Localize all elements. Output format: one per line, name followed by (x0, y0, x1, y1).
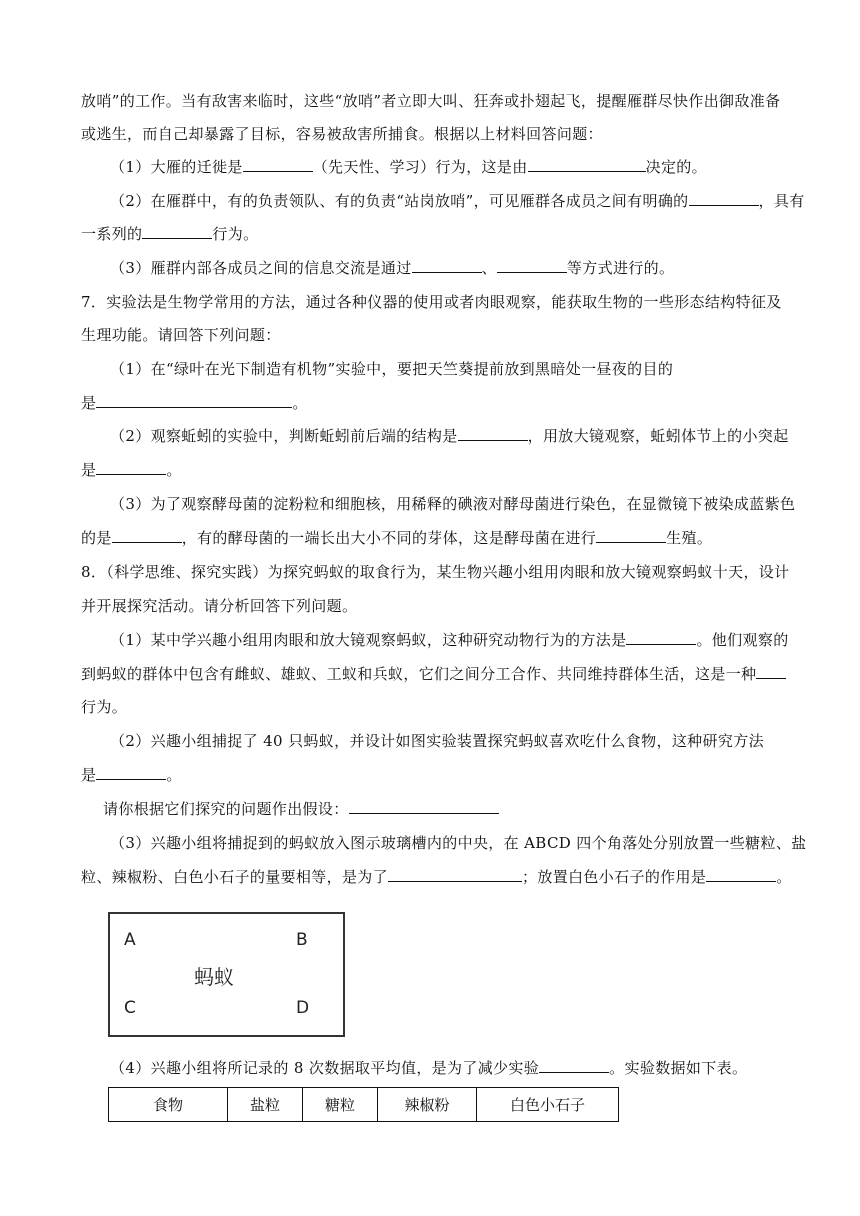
text-span: 的是 (81, 529, 112, 547)
text-span: （3）兴趣小组将捕捉到的蚂蚁放入图示玻璃槽内的中央，在 ABCD 四个角落处分别放置一些糖粒、盐 (110, 834, 807, 852)
text-span: 或逃生，而自己却暴露了目标，容易被敌害所捕食。根据以上材料回答问题： (81, 125, 603, 143)
text-span: 7．实验法是生物学常用的方法，通过各种仪器的使用或者肉眼观察，能获取生物的一些形态结构特征及 (81, 293, 782, 311)
text-span: 等方式进行的。 (566, 259, 675, 277)
table-row (109, 1088, 619, 1122)
table-header-cell: 白色小石子 (477, 1088, 619, 1122)
question-7-3 (110, 494, 795, 514)
answer-blank[interactable] (112, 528, 182, 543)
text-span: （2）观察蚯蚓的实验中，判断蚯蚓前后端的结构是 (110, 427, 458, 445)
question-8-4 (110, 1058, 747, 1078)
question-6-2-cont (81, 224, 258, 244)
text-span: 。 (166, 461, 182, 479)
question-8-1-cont (81, 697, 127, 717)
text-span: 并开展探究活动。请分析回答下列问题。 (81, 597, 358, 615)
text-span: 生殖。 (666, 529, 713, 547)
text-span: 生理功能。请回答下列问题： (81, 326, 281, 344)
text-span: ，具有 (758, 192, 805, 210)
text-span: 。他们观察的 (696, 631, 789, 649)
question-8-2-cont (81, 765, 182, 785)
answer-blank[interactable] (706, 867, 776, 882)
text-span: 、 (481, 259, 497, 277)
answer-blank[interactable] (96, 393, 292, 408)
question-8-3 (110, 833, 807, 853)
text-span: （1）某中学兴趣小组用肉眼和放大镜观察蚂蚁，这种研究动物行为的方法是 (110, 631, 627, 649)
text-span: 请你根据它们探究的问题作出假设： (103, 800, 349, 818)
text-span: 行为。 (212, 225, 259, 243)
text-span: ，用放大镜观察，蚯蚓体节上的小突起 (527, 427, 789, 445)
data-table (108, 1087, 619, 1122)
text-span: 是 (81, 394, 97, 412)
answer-blank[interactable] (96, 765, 166, 780)
text-line (81, 91, 780, 111)
question-7-2-cont (81, 460, 182, 480)
answer-blank[interactable] (626, 630, 696, 645)
text-span: 粒、辣椒粉、白色小石子的量要相等，是为了 (81, 868, 389, 886)
question-7-2 (110, 426, 789, 446)
answer-blank[interactable] (388, 867, 522, 882)
corner-d-label: D (296, 998, 310, 1018)
question-7-cont (81, 325, 281, 345)
text-span: （4）兴趣小组将所记录的 8 次数据取平均值，是为了减少实验 (110, 1059, 540, 1077)
question-8-2 (110, 731, 764, 751)
answer-blank[interactable] (497, 258, 567, 273)
text-span: （先天性、学习）行为，这是由 (312, 158, 528, 176)
text-span: 。 (292, 394, 308, 412)
text-span: 是 (81, 461, 97, 479)
text-span: （1）大雁的迁徙是 (110, 158, 243, 176)
text-span: （2）在雁群中，有的负责领队、有的负责“站岗放哨”，可见雁群各成员之间有明确的 (110, 192, 689, 210)
text-span: 。实验数据如下表。 (609, 1059, 748, 1077)
answer-blank[interactable] (539, 1058, 609, 1073)
answer-blank[interactable] (96, 460, 166, 475)
table-header-cell: 辣椒粉 (378, 1088, 477, 1122)
question-8-3-cont (81, 867, 792, 887)
table-header-cell: 盐粒 (228, 1088, 303, 1122)
text-line (81, 124, 603, 144)
text-span: （3）为了观察酵母菌的淀粉粒和细胞核，用稀释的碘液对酵母菌进行染色，在显微镜下被染成蓝紫色 (110, 495, 796, 513)
question-8-1-cont (81, 664, 786, 684)
text-span: 一系列的 (81, 225, 143, 243)
answer-blank[interactable] (412, 258, 482, 273)
text-span: （1）在“绿叶在光下制造有机物”实验中，要把天竺葵提前放到黑暗处一昼夜的目的 (110, 360, 674, 378)
answer-blank[interactable] (596, 528, 666, 543)
text-span: ；放置白色小石子的作用是 (522, 868, 707, 886)
question-6-2 (110, 191, 805, 211)
answer-blank[interactable] (528, 157, 646, 172)
corner-b-label: B (296, 930, 308, 950)
text-span: 。 (166, 766, 182, 784)
experiment-figure (108, 912, 345, 1037)
question-8-1 (110, 630, 789, 650)
question-7-1 (110, 359, 673, 379)
table-header-cell: 食物 (109, 1088, 228, 1122)
answer-blank[interactable] (756, 664, 786, 679)
answer-blank[interactable] (349, 799, 499, 814)
hypothesis-line (103, 799, 499, 819)
question-6-3 (110, 258, 674, 278)
corner-c-label: C (124, 998, 136, 1018)
table-header-cell: 糖粒 (303, 1088, 378, 1122)
question-7-3-cont (81, 528, 712, 548)
text-span: （2）兴趣小组捕捉了 40 只蚂蚁，并设计如图实验装置探究蚂蚁喜欢吃什么食物，这种研究方法 (110, 732, 764, 750)
text-span: 行为。 (81, 698, 128, 716)
question-7-1-cont (81, 393, 308, 413)
ant-label: 蚂蚁 (194, 965, 234, 989)
answer-blank[interactable] (458, 426, 528, 441)
text-span: 。 (776, 868, 792, 886)
question-8-cont (81, 596, 357, 616)
text-span: 放哨”的工作。当有敌害来临时，这些“放哨”者立即大叫、狂奔或扑翅起飞，提醒雁群尽快作出御敌准备 (81, 92, 781, 110)
text-span: 8．（科学思维、探究实践）为探究蚂蚁的取食行为，某生物兴趣小组用肉眼和放大镜观察蚂蚁十天，设计 (81, 563, 790, 581)
text-span: 到蚂蚁的群体中包含有雌蚁、雄蚁、工蚁和兵蚁，它们之间分工合作、共同维持群体生活，这是一种 (81, 665, 757, 683)
corner-a-label: A (124, 930, 136, 950)
question-6-1 (110, 157, 707, 177)
question-7 (81, 292, 782, 312)
answer-blank[interactable] (689, 191, 759, 206)
text-span: 决定的。 (645, 158, 708, 176)
text-span: ，有的酵母菌的一端长出大小不同的芽体，这是酵母菌在进行 (181, 529, 597, 547)
answer-blank[interactable] (142, 224, 212, 239)
question-8 (81, 562, 790, 582)
answer-blank[interactable] (243, 157, 313, 172)
text-span: （3）雁群内部各成员之间的信息交流是通过 (110, 259, 412, 277)
text-span: 是 (81, 766, 97, 784)
